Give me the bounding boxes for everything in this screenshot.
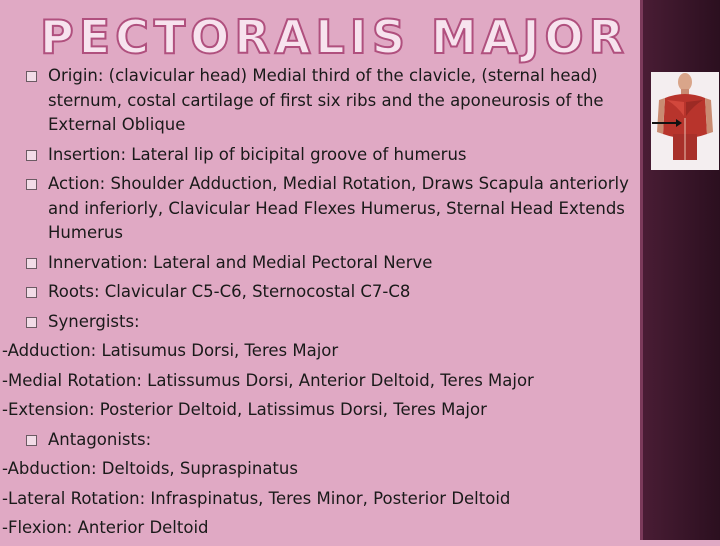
item-text: Antagonists:	[48, 429, 152, 449]
content-body	[2, 64, 636, 546]
item-text: Action: Shoulder Adduction, Medial Rotation, Draws Scapula anteriorly and inferiorly, Clavicular Head Flexes Humerus, Sternal Head Extends Humerus	[48, 174, 629, 242]
item-text: -Extension: Posterior Deltoid, Latissimus Dorsi, Teres Major	[2, 400, 487, 419]
bullet-box-icon	[26, 150, 37, 161]
sub-line	[2, 457, 636, 482]
bullet-item	[26, 143, 636, 168]
item-text: -Adduction: Latisumus Dorsi, Teres Major	[2, 341, 339, 360]
sub-line	[2, 487, 636, 512]
bullet-item	[26, 64, 636, 138]
item-text: Roots: Clavicular C5-C6, Sternocostal C7-C8	[48, 282, 411, 301]
bullet-item	[26, 251, 636, 276]
bullet-item	[26, 280, 636, 305]
item-text: Synergists:	[48, 311, 140, 331]
anatomy-torso-icon	[651, 72, 719, 170]
bullet-box-icon	[26, 71, 37, 82]
item-text: -Lateral Rotation: Infraspinatus, Teres Minor, Posterior Deltoid	[2, 488, 511, 508]
slide-title-text: PECTORALIS MAJOR	[40, 10, 629, 64]
item-text: -Medial Rotation: Latissumus Dorsi, Anterior Deltoid, Teres Major	[2, 370, 534, 390]
bullet-item	[26, 428, 636, 453]
item-text: Insertion: Lateral lip of bicipital groove of humerus	[48, 144, 467, 164]
item-text: -Abduction: Deltoids, Supraspinatus	[2, 459, 298, 478]
sub-line	[2, 369, 636, 394]
item-text: Origin: (clavicular head) Medial third of the clavicle, (sternal head) sternum, costal cartilage of first six ribs and the aponeurosis of the External Oblique	[48, 66, 604, 134]
sub-line	[2, 339, 636, 364]
bullet-box-icon	[26, 179, 37, 190]
sub-line	[2, 516, 636, 541]
item-text: -Flexion: Anterior Deltoid	[2, 518, 209, 537]
bullet-box-icon	[26, 435, 37, 446]
sub-line	[2, 398, 636, 423]
bullet-box-icon	[26, 287, 37, 298]
item-text: Innervation: Lateral and Medial Pectoral Nerve	[48, 252, 433, 272]
slide-title	[36, 4, 629, 64]
bullet-box-icon	[26, 317, 37, 328]
pointer-arrow-icon	[652, 122, 680, 124]
bullet-item	[26, 172, 636, 246]
bullet-item	[26, 310, 636, 335]
bullet-box-icon	[26, 258, 37, 269]
